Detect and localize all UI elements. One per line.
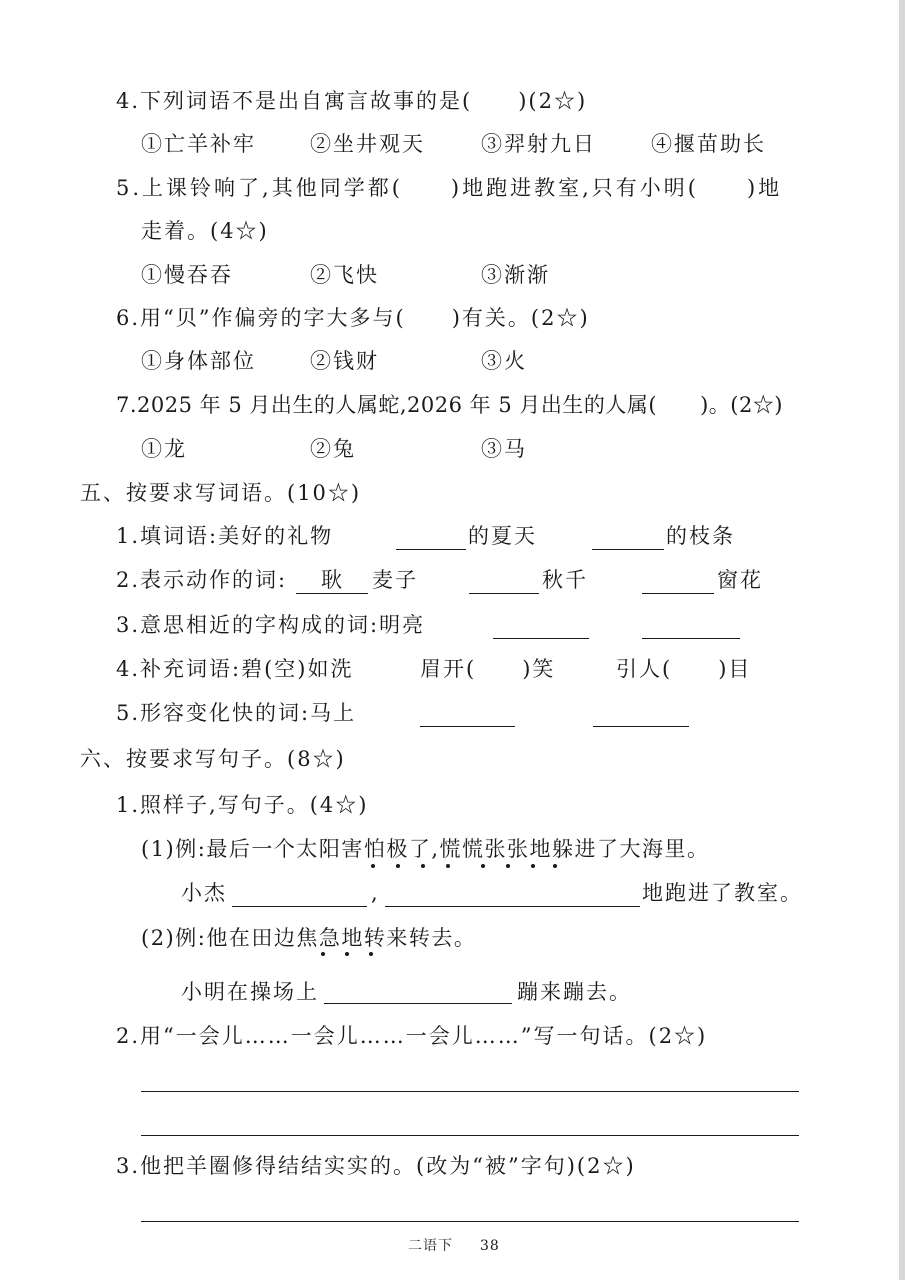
- s5-item2-blank-2[interactable]: [469, 593, 539, 594]
- s6-item1-fill-1-blank-b[interactable]: [385, 906, 640, 907]
- s6-item1-example-2: (2)例:他在田边焦急地转来转去。: [141, 926, 477, 950]
- q6-option-3: ③火: [481, 349, 527, 373]
- s5-item1-blank-1[interactable]: [396, 549, 466, 550]
- emphasis-dot: [446, 864, 450, 868]
- footer-label: 二语下: [408, 1238, 453, 1254]
- s5-item3: 3.意思相近的字构成的词:明亮: [116, 613, 426, 637]
- emphasis-dot: [531, 864, 535, 868]
- s5-item2-blank-1[interactable]: [296, 593, 368, 594]
- q5-stem-b: 走着。(4☆): [141, 219, 269, 243]
- q4-option-4: ④揠苗助长: [651, 132, 766, 156]
- q4-stem: 4.下列词语不是出自寓言故事的是( )(2☆): [116, 89, 588, 113]
- s6-item1-fill-2-blank[interactable]: [324, 1003, 512, 1004]
- s5-item3-blank-1[interactable]: [493, 638, 589, 639]
- s6-item1-example-1: (1)例:最后一个太阳害怕极了,慌慌张张地躲进了大海里。: [141, 837, 710, 861]
- s5-item4-word-2: 引人( )目: [616, 657, 752, 681]
- section5-title: 五、按要求写词语。(10☆): [80, 481, 362, 505]
- q5-option-1: ①慢吞吞: [141, 263, 233, 287]
- q5-option-3: ③渐渐: [481, 263, 550, 287]
- emphasis-dot: [396, 864, 400, 868]
- q4-option-3: ③羿射九日: [481, 132, 596, 156]
- s5-item2-word-2: 秋千: [542, 568, 588, 592]
- q6-option-2: ②钱财: [310, 349, 379, 373]
- q4-option-1: ①亡羊补牢: [141, 132, 256, 156]
- q5-option-2: ②飞快: [310, 263, 379, 287]
- q7-option-1: ①龙: [141, 437, 187, 461]
- page-edge: [899, 0, 905, 1280]
- s5-item5: 5.形容变化快的词:马上: [116, 701, 357, 725]
- s5-item2-word-3: 窗花: [717, 568, 763, 592]
- emphasis-dot: [421, 864, 425, 868]
- s6-item2: 2.用“一会儿……一会儿……一会儿……”写一句话。(2☆): [116, 1024, 708, 1048]
- emphasis-dot: [345, 952, 349, 956]
- s6-item1-fill-1-comma: ,: [371, 881, 380, 905]
- s5-item2-filled-answer: 耿: [321, 568, 342, 592]
- s6-item1-fill-2-prefix: 小明在操场上: [181, 980, 319, 1004]
- q7-stem: 7.2025 年 5 月出生的人属蛇,2026 年 5 月出生的人属( )。(2☆): [116, 393, 784, 417]
- s5-item2-blank-3[interactable]: [642, 593, 714, 594]
- s5-item1-word-2: 的枝条: [666, 524, 735, 548]
- s6-item1-fill-2-suffix: 蹦来蹦去。: [517, 980, 632, 1004]
- emphasis-dot: [481, 864, 485, 868]
- s6-item1-fill-1-prefix: 小杰: [181, 881, 227, 905]
- q7-option-2: ②兔: [310, 437, 356, 461]
- s6-item3-answer-line[interactable]: [141, 1221, 799, 1222]
- emphasis-dot: [553, 864, 557, 868]
- s6-item3: 3.他把羊圈修得结结实实的。(改为“被”字句)(2☆): [116, 1154, 636, 1178]
- s5-item1: 1.填词语:美好的礼物: [116, 524, 334, 548]
- q6-option-1: ①身体部位: [141, 349, 256, 373]
- q6-stem: 6.用“贝”作偏旁的字大多与( )有关。(2☆): [116, 306, 590, 330]
- s5-item2-word-1: 麦子: [372, 568, 418, 592]
- page-number: 38: [480, 1238, 500, 1254]
- emphasis-dot: [506, 864, 510, 868]
- s5-item5-blank-1[interactable]: [420, 726, 515, 727]
- s6-item1: 1.照样子,写句子。(4☆): [116, 793, 369, 817]
- s5-item4-word-1: 眉开( )笑: [420, 657, 556, 681]
- q7-option-3: ③马: [481, 437, 527, 461]
- s5-item2: 2.表示动作的词:: [116, 568, 288, 592]
- s6-item2-answer-line-1[interactable]: [141, 1091, 799, 1092]
- s6-item1-fill-1-suffix: 地跑进了教室。: [642, 881, 803, 905]
- s6-item2-answer-line-2[interactable]: [141, 1135, 799, 1136]
- emphasis-dot: [371, 864, 375, 868]
- s5-item5-blank-2[interactable]: [593, 726, 689, 727]
- s5-item4: 4.补充词语:碧(空)如洗: [116, 657, 354, 681]
- emphasis-dot: [369, 952, 373, 956]
- emphasis-dot: [321, 952, 325, 956]
- s5-item1-blank-2[interactable]: [592, 549, 664, 550]
- q5-stem-a: 5.上课铃响了,其他同学都( )地跑进教室,只有小明( )地: [116, 176, 783, 200]
- q4-option-2: ②坐井观天: [310, 132, 425, 156]
- s5-item1-word-1: 的夏天: [468, 524, 537, 548]
- section6-title: 六、按要求写句子。(8☆): [80, 747, 346, 771]
- s6-item1-fill-1-blank-a[interactable]: [232, 906, 367, 907]
- s5-item3-blank-2[interactable]: [642, 638, 740, 639]
